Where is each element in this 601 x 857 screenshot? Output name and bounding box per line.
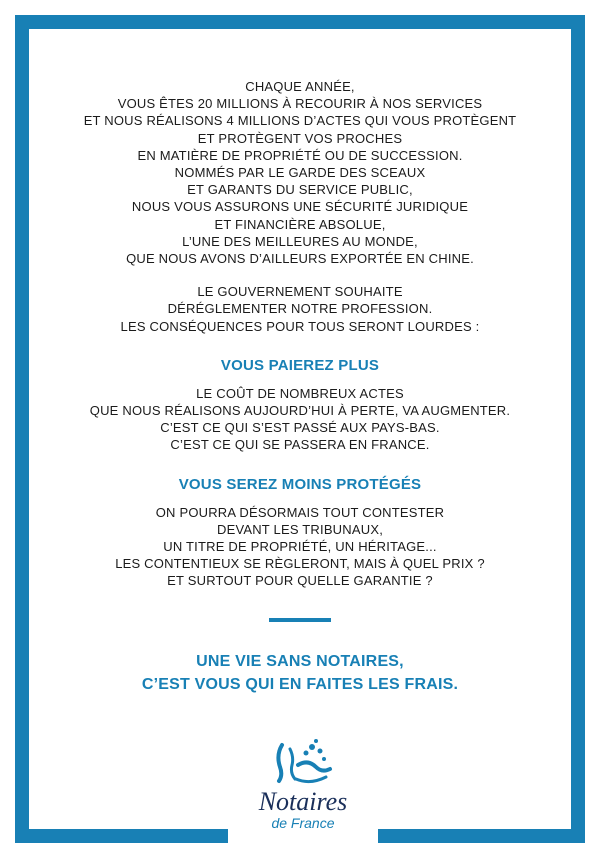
section2-line: ET SURTOUT POUR QUELLE GARANTIE ? — [167, 573, 433, 589]
slogan-line-1: UNE VIE SANS NOTAIRES, — [196, 652, 404, 670]
section2-line: ON POURRA DÉSORMAIS TOUT CONTESTER — [155, 504, 445, 520]
section1-heading: VOUS PAIEREZ PLUS — [220, 356, 380, 374]
section1-line: LE COÛT DE NOMBREUX ACTES — [196, 385, 404, 401]
section2-paragraph — [29, 504, 571, 590]
notaires-logo — [228, 735, 378, 857]
intro-line: VOUS ÊTES 20 MILLIONS À RECOURIR À NOS SERVICES — [117, 96, 483, 112]
section1-line: C’EST CE QUI SE PASSERA EN FRANCE. — [170, 437, 430, 453]
section2-heading: VOUS SEREZ MOINS PROTÉGÉS — [178, 475, 422, 493]
government-line: LE GOUVERNEMENT SOUHAITE — [197, 284, 403, 300]
intro-line: NOUS VOUS ASSURONS UNE SÉCURITÉ JURIDIQUE — [131, 199, 469, 215]
intro-line: ET FINANCIÈRE ABSOLUE, — [214, 216, 386, 232]
intro-paragraph — [29, 78, 571, 267]
logo-subtitle: de France — [271, 815, 335, 831]
divider-bar — [269, 618, 331, 622]
intro-line: ET PROTÈGENT VOS PROCHES — [197, 130, 403, 146]
slogan-line-2: C’EST VOUS QUI EN FAITES LES FRAIS. — [141, 675, 459, 693]
intro-line: ET NOUS RÉALISONS 4 MILLIONS D’ACTES QUI VOUS PROTÈGENT — [83, 113, 517, 129]
intro-line: EN MATIÈRE DE PROPRIÉTÉ OU DE SUCCESSION. — [137, 147, 463, 163]
government-line: LES CONSÉQUENCES POUR TOUS SERONT LOURDES : — [120, 318, 480, 334]
main-text — [29, 78, 571, 696]
intro-line: CHAQUE ANNÉE, — [245, 79, 355, 94]
intro-line: NOMMÉS PAR LE GARDE DES SCEAUX — [174, 165, 426, 181]
section2-line: LES CONTENTIEUX SE RÈGLERONT, MAIS À QUEL PRIX ? — [115, 556, 485, 572]
government-paragraph — [29, 283, 571, 335]
section1-line: QUE NOUS RÉALISONS AUJOURD’HUI À PERTE, VA AUGMENTER. — [89, 403, 511, 419]
intro-line: L’UNE DES MEILLEURES AU MONDE, — [182, 233, 418, 249]
section2-line: DEVANT LES TRIBUNAUX, — [216, 521, 384, 537]
logo-name: Notaires — [258, 787, 348, 816]
intro-line: ET GARANTS DU SERVICE PUBLIC, — [187, 182, 413, 198]
government-line: DÉRÉGLEMENTER NOTRE PROFESSION. — [167, 301, 433, 317]
slogan — [29, 650, 571, 696]
section1-line: C’EST CE QUI S’EST PASSÉ AUX PAYS-BAS. — [160, 420, 440, 436]
notaires-emblem-icon — [268, 735, 338, 791]
intro-line: QUE NOUS AVONS D’AILLEURS EXPORTÉE EN CHINE. — [126, 251, 474, 267]
section2-line: UN TITRE DE PROPRIÉTÉ, UN HÉRITAGE... — [163, 539, 437, 555]
section1-paragraph — [29, 385, 571, 454]
